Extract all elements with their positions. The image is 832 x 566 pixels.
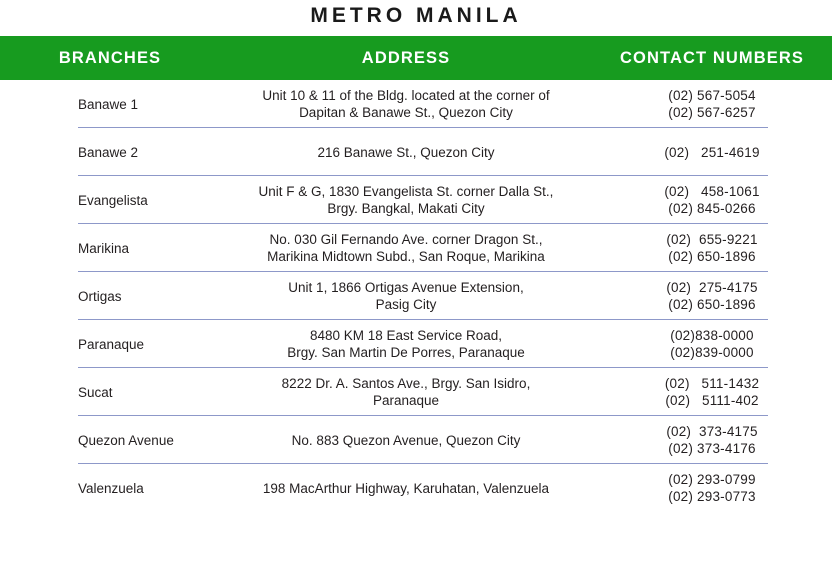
branch-contact-numbers [592, 327, 832, 361]
branch-address [220, 183, 592, 217]
branch-name: Ortigas [78, 288, 122, 304]
branch-contact-numbers [592, 279, 832, 313]
branch-contact-numbers [592, 144, 832, 161]
address-line: Brgy. Bangkal, Makati City [327, 201, 485, 216]
address-line: No. 030 Gil Fernando Ave. corner Dragon St., [269, 232, 543, 247]
table-header-row [0, 36, 832, 80]
column-header-contact: CONTACT NUMBERS [620, 48, 804, 67]
table-row [0, 128, 832, 176]
contact-number: (02)838-0000 [670, 328, 754, 343]
branch-address [220, 279, 592, 313]
branch-contact-numbers [592, 231, 832, 265]
branch-address [220, 231, 592, 265]
contact-number: (02) 511-1432 [664, 376, 760, 391]
branch-address [220, 480, 592, 497]
table-row [0, 464, 832, 512]
contact-number: (02) 373-4175 [666, 424, 758, 439]
contact-number: (02) 567-5054 [668, 88, 756, 103]
table-row [0, 80, 832, 128]
page-title: METRO MANILA [310, 4, 522, 27]
branch-name: Paranaque [78, 336, 145, 352]
address-line: 8480 KM 18 East Service Road, [309, 328, 503, 343]
contact-number: (02) 650-1896 [668, 249, 756, 264]
address-line: Unit 1, 1866 Ortigas Avenue Extension, [288, 280, 524, 295]
contact-number: (02) 251-4619 [664, 144, 760, 160]
table-row [0, 320, 832, 368]
address-line: No. 883 Quezon Avenue, Quezon City [291, 432, 521, 448]
branch-name: Marikina [78, 240, 130, 256]
contact-number: (02) 293-0799 [668, 472, 756, 487]
branch-address [220, 144, 592, 161]
table-row [0, 224, 832, 272]
branch-contact-numbers [592, 87, 832, 121]
address-line: Brgy. San Martin De Porres, Paranaque [287, 345, 525, 360]
address-line: Dapitan & Banawe St., Quezon City [299, 105, 513, 120]
contact-number: (02) 373-4176 [668, 441, 756, 456]
table-row [0, 416, 832, 464]
table-row [0, 272, 832, 320]
branch-contact-numbers [592, 375, 832, 409]
branch-name: Sucat [78, 384, 113, 400]
contact-number: (02) 458-1061 [664, 184, 760, 199]
branch-address [220, 375, 592, 409]
address-line: Marikina Midtown Subd., San Roque, Marikina [267, 249, 545, 264]
address-line: Unit F & G, 1830 Evangelista St. corner Dalla St., [258, 184, 554, 199]
branch-contact-numbers [592, 183, 832, 217]
branch-name: Banawe 2 [78, 144, 139, 160]
branch-table-body [0, 80, 832, 512]
branch-contact-numbers [592, 423, 832, 457]
contact-number: (02) 845-0266 [668, 201, 756, 216]
branch-address [220, 432, 592, 449]
contact-number: (02) 293-0773 [668, 489, 756, 504]
contact-number: (02)839-0000 [670, 345, 754, 360]
address-line: 198 MacArthur Highway, Karuhatan, Valenzuela [262, 480, 550, 496]
branch-contact-numbers [592, 471, 832, 505]
address-line: 8222 Dr. A. Santos Ave., Brgy. San Isidro, [281, 376, 531, 391]
column-header-address: ADDRESS [361, 48, 451, 67]
contact-number: (02) 275-4175 [666, 280, 758, 295]
branch-address [220, 87, 592, 121]
contact-number: (02) 655-9221 [666, 232, 758, 247]
column-header-branches: BRANCHES [58, 48, 162, 67]
contact-number: (02) 650-1896 [668, 297, 756, 312]
branch-name: Quezon Avenue [78, 432, 174, 448]
table-row [0, 176, 832, 224]
table-row [0, 368, 832, 416]
branch-name: Evangelista [78, 192, 148, 208]
branch-name: Valenzuela [78, 480, 144, 496]
contact-number: (02) 5111-402 [665, 393, 759, 408]
contact-number: (02) 567-6257 [668, 105, 756, 120]
branch-name: Banawe 1 [78, 96, 139, 112]
address-line: Unit 10 & 11 of the Bldg. located at the corner of [262, 88, 550, 103]
branch-address [220, 327, 592, 361]
address-line: 216 Banawe St., Quezon City [317, 144, 495, 160]
address-line: Pasig City [375, 297, 437, 312]
address-line: Paranaque [372, 393, 440, 408]
